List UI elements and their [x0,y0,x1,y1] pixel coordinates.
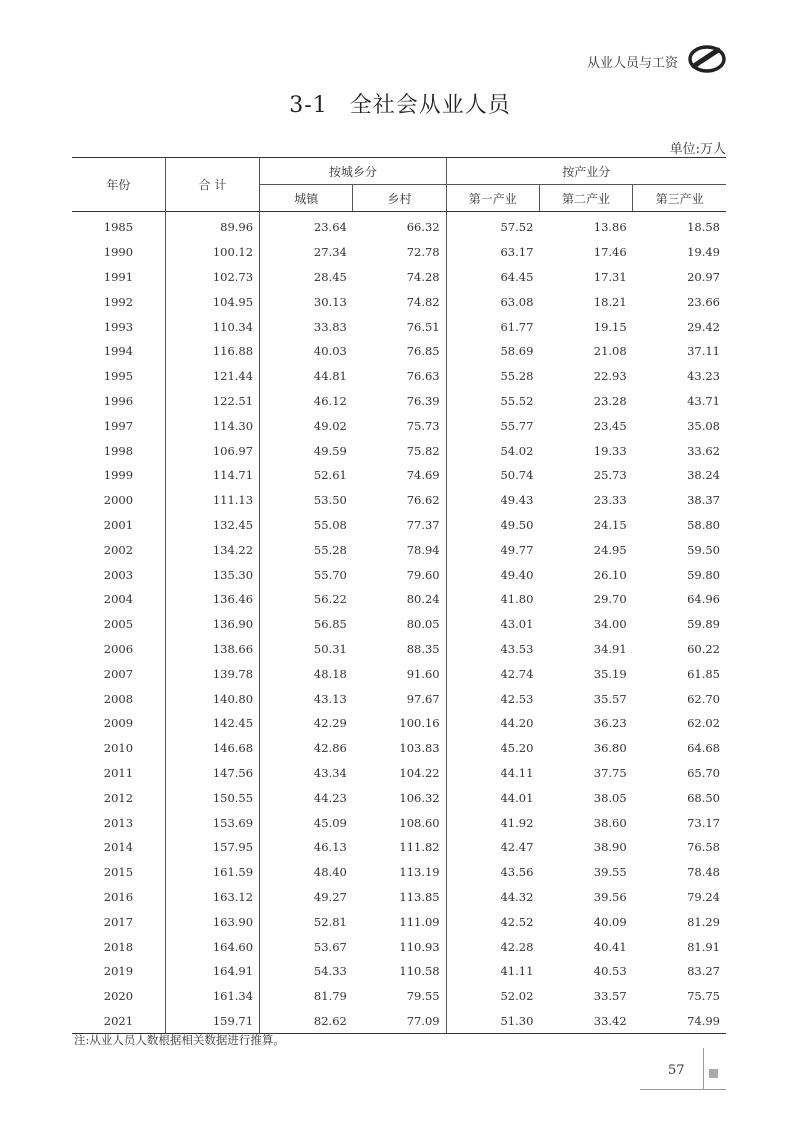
cell-secondary: 19.15 [593,319,627,334]
table-row [72,612,726,637]
cell-tertiary: 64.96 [687,592,720,607]
header-urban: 城镇 [260,185,353,212]
cell-urban: 48.18 [313,666,347,681]
cell-year: 1992 [72,289,165,314]
cell-rural: 100.16 [353,711,446,736]
table-number: 3-1 [289,93,328,118]
cell-tertiary: 62.02 [687,716,720,731]
header-group-industry: 按产业分 [446,158,726,185]
table-row [72,835,726,860]
cell-total: 147.56 [165,761,259,786]
cell-year: 2007 [72,661,165,686]
cell-primary: 44.11 [500,765,534,780]
cell-secondary: 24.95 [593,542,627,557]
cell-rural: 72.78 [353,240,446,265]
table-body [72,212,726,1034]
cell-secondary: 37.75 [593,765,627,780]
table-row [72,984,726,1009]
cell-total: 104.95 [165,289,259,314]
cell-tertiary: 68.50 [687,790,720,805]
header-group-urban-rural: 按城乡分 [260,158,447,185]
cell-tertiary: 20.97 [687,269,720,284]
cell-primary: 41.80 [500,592,534,607]
cell-urban: 46.12 [313,393,347,408]
cell-urban: 52.81 [313,914,347,929]
cell-rural: 79.55 [353,984,446,1009]
cell-year: 2004 [72,587,165,612]
page-corner-vertical-rule [703,1048,704,1090]
cell-tertiary: 35.08 [687,418,720,433]
cell-primary: 42.53 [500,691,534,706]
cell-year: 2008 [72,686,165,711]
cell-primary: 55.77 [500,418,534,433]
cell-secondary: 35.19 [593,666,627,681]
unit-label: 单位:万人 [669,142,726,157]
cell-year: 2020 [72,984,165,1009]
cell-tertiary: 59.80 [687,567,720,582]
table-row [72,339,726,364]
cell-total: 153.69 [165,810,259,835]
cell-primary: 43.53 [500,641,534,656]
cell-rural: 80.05 [353,612,446,637]
cell-total: 163.90 [165,909,259,934]
cell-secondary: 35.57 [593,691,627,706]
cell-urban: 81.79 [313,989,347,1004]
cell-rural: 108.60 [353,810,446,835]
cell-year: 1993 [72,314,165,339]
table-row [72,413,726,438]
cell-year: 2019 [72,959,165,984]
cell-year: 2018 [72,934,165,959]
cell-tertiary: 74.99 [633,1009,726,1034]
cell-secondary: 21.08 [593,344,627,359]
table-row [72,314,726,339]
cell-secondary: 40.53 [593,964,627,979]
cell-primary: 42.52 [500,914,534,929]
cell-secondary: 25.73 [593,468,627,483]
cell-tertiary: 76.58 [687,840,720,855]
cell-urban: 54.33 [313,964,347,979]
cell-year: 1994 [72,339,165,364]
header-year: 年份 [72,158,165,212]
table-row [72,265,726,290]
page-corner-horizontal-rule [640,1089,726,1090]
cell-total: 159.71 [165,1009,259,1034]
cell-urban: 40.03 [313,344,347,359]
cell-urban: 53.67 [313,939,347,954]
header-primary: 第一产业 [446,185,539,212]
cell-tertiary: 38.24 [687,468,720,483]
cell-urban: 42.86 [313,741,347,756]
cell-tertiary: 43.71 [687,393,720,408]
cell-year: 2010 [72,736,165,761]
cell-total: 106.97 [165,438,259,463]
cell-year: 2017 [72,909,165,934]
cell-primary: 42.74 [500,666,534,681]
cell-rural: 106.32 [353,785,446,810]
cell-primary: 49.40 [500,567,534,582]
cell-total: 146.68 [165,736,259,761]
header-rural: 乡村 [353,185,446,212]
header-secondary: 第二产业 [539,185,632,212]
table-title: 全社会从业人员 [349,93,511,118]
cell-primary: 52.02 [500,989,534,1004]
cell-secondary: 34.91 [593,641,627,656]
table-row [72,810,726,835]
cell-total: 110.34 [165,314,259,339]
table-row [72,885,726,910]
cell-primary: 43.56 [500,865,534,880]
cell-total: 142.45 [165,711,259,736]
cell-primary: 41.92 [500,815,534,830]
cell-year: 2009 [72,711,165,736]
table-row [72,761,726,786]
cell-year: 1991 [72,265,165,290]
cell-secondary: 24.15 [593,517,627,532]
cell-urban: 48.40 [313,865,347,880]
cell-urban: 49.59 [313,443,347,458]
cell-rural: 78.94 [353,537,446,562]
cell-secondary: 34.00 [593,617,627,632]
cell-total: 134.22 [165,537,259,562]
cell-rural: 110.93 [353,934,446,959]
table-row [72,959,726,984]
cell-total: 138.66 [165,637,259,662]
cell-primary: 64.45 [500,269,534,284]
cell-year: 2012 [72,785,165,810]
cell-total: 140.80 [165,686,259,711]
data-table [72,157,726,1034]
cell-secondary: 29.70 [593,592,627,607]
cell-total: 161.34 [165,984,259,1009]
cell-year: 2002 [72,537,165,562]
cell-tertiary: 75.75 [687,989,720,1004]
cell-tertiary: 65.70 [687,765,720,780]
table-row [72,736,726,761]
cell-tertiary: 19.49 [687,245,720,260]
cell-year: 1999 [72,463,165,488]
cell-rural: 80.24 [353,587,446,612]
cell-urban: 46.13 [313,840,347,855]
cell-total: 114.71 [165,463,259,488]
cell-year: 2000 [72,488,165,513]
cell-urban: 28.45 [313,269,347,284]
cell-secondary: 19.33 [593,443,627,458]
table-row [72,686,726,711]
cell-tertiary: 33.62 [687,443,720,458]
cell-rural: 79.60 [353,562,446,587]
cell-primary: 41.11 [500,964,534,979]
cell-rural: 91.60 [353,661,446,686]
cell-year: 2016 [72,885,165,910]
table-row [72,513,726,538]
cell-secondary: 23.28 [593,393,627,408]
cell-primary: 58.69 [500,344,534,359]
cell-tertiary: 78.48 [687,865,720,880]
cell-urban: 82.62 [260,1009,353,1034]
cell-rural: 77.09 [353,1009,446,1034]
cell-primary: 50.74 [500,468,534,483]
cell-total: 89.96 [165,212,259,240]
cell-year: 2006 [72,637,165,662]
cell-rural: 111.82 [353,835,446,860]
running-header: 从业人员与工资 [586,56,678,71]
cell-urban: 27.34 [313,245,347,260]
cell-primary: 49.43 [500,493,534,508]
cell-rural: 76.63 [353,364,446,389]
cell-primary: 55.28 [500,369,534,384]
cell-secondary: 39.55 [593,865,627,880]
cell-rural: 74.69 [353,463,446,488]
table-row [72,934,726,959]
cell-rural: 104.22 [353,761,446,786]
cell-urban: 43.13 [313,691,347,706]
cell-primary: 57.52 [500,220,534,235]
table-row [72,711,726,736]
cell-urban: 50.31 [313,641,347,656]
cell-year: 2021 [72,1009,165,1034]
cell-tertiary: 61.85 [687,666,720,681]
cell-primary: 49.77 [500,542,534,557]
cell-rural: 75.82 [353,438,446,463]
table-row [72,1009,726,1034]
cell-total: 111.13 [165,488,259,513]
cell-primary: 63.17 [500,245,534,260]
cell-total: 164.91 [165,959,259,984]
cell-tertiary: 38.37 [687,493,720,508]
cell-year: 1985 [72,212,165,240]
table-row [72,587,726,612]
cell-total: 157.95 [165,835,259,860]
cell-tertiary: 73.17 [687,815,720,830]
cell-year: 2001 [72,513,165,538]
table-row [72,463,726,488]
footnote: 注:从业人员人数根据相关数据进行推算。 [74,1033,285,1047]
cell-tertiary: 64.68 [687,741,720,756]
cell-rural: 76.62 [353,488,446,513]
cell-total: 150.55 [165,785,259,810]
cell-total: 139.78 [165,661,259,686]
cell-year: 2013 [72,810,165,835]
header-total: 合 计 [165,158,259,212]
cell-total: 135.30 [165,562,259,587]
page-corner-square [709,1069,718,1078]
table-row [72,562,726,587]
cell-primary: 63.08 [500,294,534,309]
cell-total: 136.46 [165,587,259,612]
cell-secondary: 22.93 [593,369,627,384]
cell-urban: 33.83 [313,319,347,334]
cell-secondary: 36.80 [593,741,627,756]
cell-rural: 77.37 [353,513,446,538]
table-row [72,785,726,810]
cell-rural: 113.19 [353,860,446,885]
cell-secondary: 26.10 [593,567,627,582]
cell-year: 2003 [72,562,165,587]
cell-tertiary: 81.91 [687,939,720,954]
cell-primary: 42.28 [500,939,534,954]
cell-primary: 45.20 [500,741,534,756]
cell-year: 1990 [72,240,165,265]
cell-urban: 30.13 [313,294,347,309]
cell-total: 121.44 [165,364,259,389]
cell-total: 161.59 [165,860,259,885]
cell-rural: 103.83 [353,736,446,761]
cell-year: 1997 [72,413,165,438]
cell-total: 164.60 [165,934,259,959]
table-row [72,389,726,414]
table-row [72,909,726,934]
cell-rural: 74.28 [353,265,446,290]
cell-tertiary: 43.23 [687,369,720,384]
cell-rural: 66.32 [353,212,446,240]
page-title [0,88,800,119]
cell-urban: 56.85 [313,617,347,632]
cell-year: 2014 [72,835,165,860]
cell-urban: 49.02 [313,418,347,433]
cell-tertiary: 29.42 [687,319,720,334]
cell-primary: 61.77 [500,319,534,334]
cell-secondary: 36.23 [593,716,627,731]
cell-year: 2005 [72,612,165,637]
cell-urban: 23.64 [313,220,347,235]
cell-rural: 88.35 [353,637,446,662]
cell-total: 116.88 [165,339,259,364]
cell-primary: 44.32 [500,889,534,904]
cell-year: 1995 [72,364,165,389]
cell-secondary: 40.41 [593,939,627,954]
cell-secondary: 17.46 [593,245,627,260]
cell-primary: 55.52 [500,393,534,408]
cell-secondary: 38.60 [593,815,627,830]
cell-total: 122.51 [165,389,259,414]
cell-total: 136.90 [165,612,259,637]
cell-total: 114.30 [165,413,259,438]
cell-secondary: 33.57 [593,989,627,1004]
cell-primary: 43.01 [500,617,534,632]
page-number: 57 [668,1063,685,1078]
book-logo-icon [688,44,726,74]
cell-urban: 44.23 [313,790,347,805]
cell-urban: 43.34 [313,765,347,780]
cell-secondary: 23.33 [593,493,627,508]
cell-secondary: 39.56 [593,889,627,904]
cell-urban: 53.50 [313,493,347,508]
cell-primary: 44.20 [500,716,534,731]
table-row [72,637,726,662]
cell-urban: 55.70 [313,567,347,582]
header-tertiary: 第三产业 [633,185,726,212]
cell-year: 2015 [72,860,165,885]
cell-urban: 49.27 [313,889,347,904]
cell-urban: 45.09 [313,815,347,830]
cell-rural: 75.73 [353,413,446,438]
cell-primary: 49.50 [500,517,534,532]
cell-year: 2011 [72,761,165,786]
cell-rural: 76.51 [353,314,446,339]
cell-total: 100.12 [165,240,259,265]
cell-urban: 56.22 [313,592,347,607]
cell-urban: 44.81 [313,369,347,384]
cell-secondary: 17.31 [593,269,627,284]
cell-rural: 97.67 [353,686,446,711]
cell-tertiary: 23.66 [687,294,720,309]
table-row [72,289,726,314]
cell-urban: 55.28 [313,542,347,557]
cell-tertiary: 58.80 [687,517,720,532]
cell-tertiary: 62.70 [687,691,720,706]
cell-urban: 42.29 [313,716,347,731]
cell-total: 163.12 [165,885,259,910]
cell-secondary: 33.42 [539,1009,632,1034]
cell-primary: 51.30 [446,1009,539,1034]
cell-secondary: 18.21 [593,294,627,309]
cell-rural: 113.85 [353,885,446,910]
table-row [72,537,726,562]
cell-year: 1998 [72,438,165,463]
cell-rural: 76.85 [353,339,446,364]
cell-rural: 74.82 [353,289,446,314]
cell-secondary: 40.09 [593,914,627,929]
cell-rural: 110.58 [353,959,446,984]
cell-primary: 54.02 [500,443,534,458]
cell-tertiary: 59.50 [687,542,720,557]
cell-urban: 55.08 [313,517,347,532]
cell-primary: 42.47 [500,840,534,855]
cell-total: 132.45 [165,513,259,538]
table-row [72,240,726,265]
cell-tertiary: 83.27 [687,964,720,979]
cell-secondary: 38.05 [593,790,627,805]
table-row [72,212,726,240]
table-row [72,364,726,389]
cell-primary: 44.01 [500,790,534,805]
table-row [72,438,726,463]
cell-secondary: 23.45 [593,418,627,433]
cell-tertiary: 18.58 [687,220,720,235]
cell-rural: 111.09 [353,909,446,934]
cell-tertiary: 59.89 [687,617,720,632]
cell-tertiary: 60.22 [687,641,720,656]
cell-year: 1996 [72,389,165,414]
cell-tertiary: 81.29 [687,914,720,929]
cell-tertiary: 37.11 [687,344,720,359]
cell-total: 102.73 [165,265,259,290]
cell-secondary: 13.86 [593,220,627,235]
table-row [72,661,726,686]
table-row [72,860,726,885]
cell-secondary: 38.90 [593,840,627,855]
cell-urban: 52.61 [313,468,347,483]
cell-tertiary: 79.24 [687,889,720,904]
table-row [72,488,726,513]
cell-rural: 76.39 [353,389,446,414]
